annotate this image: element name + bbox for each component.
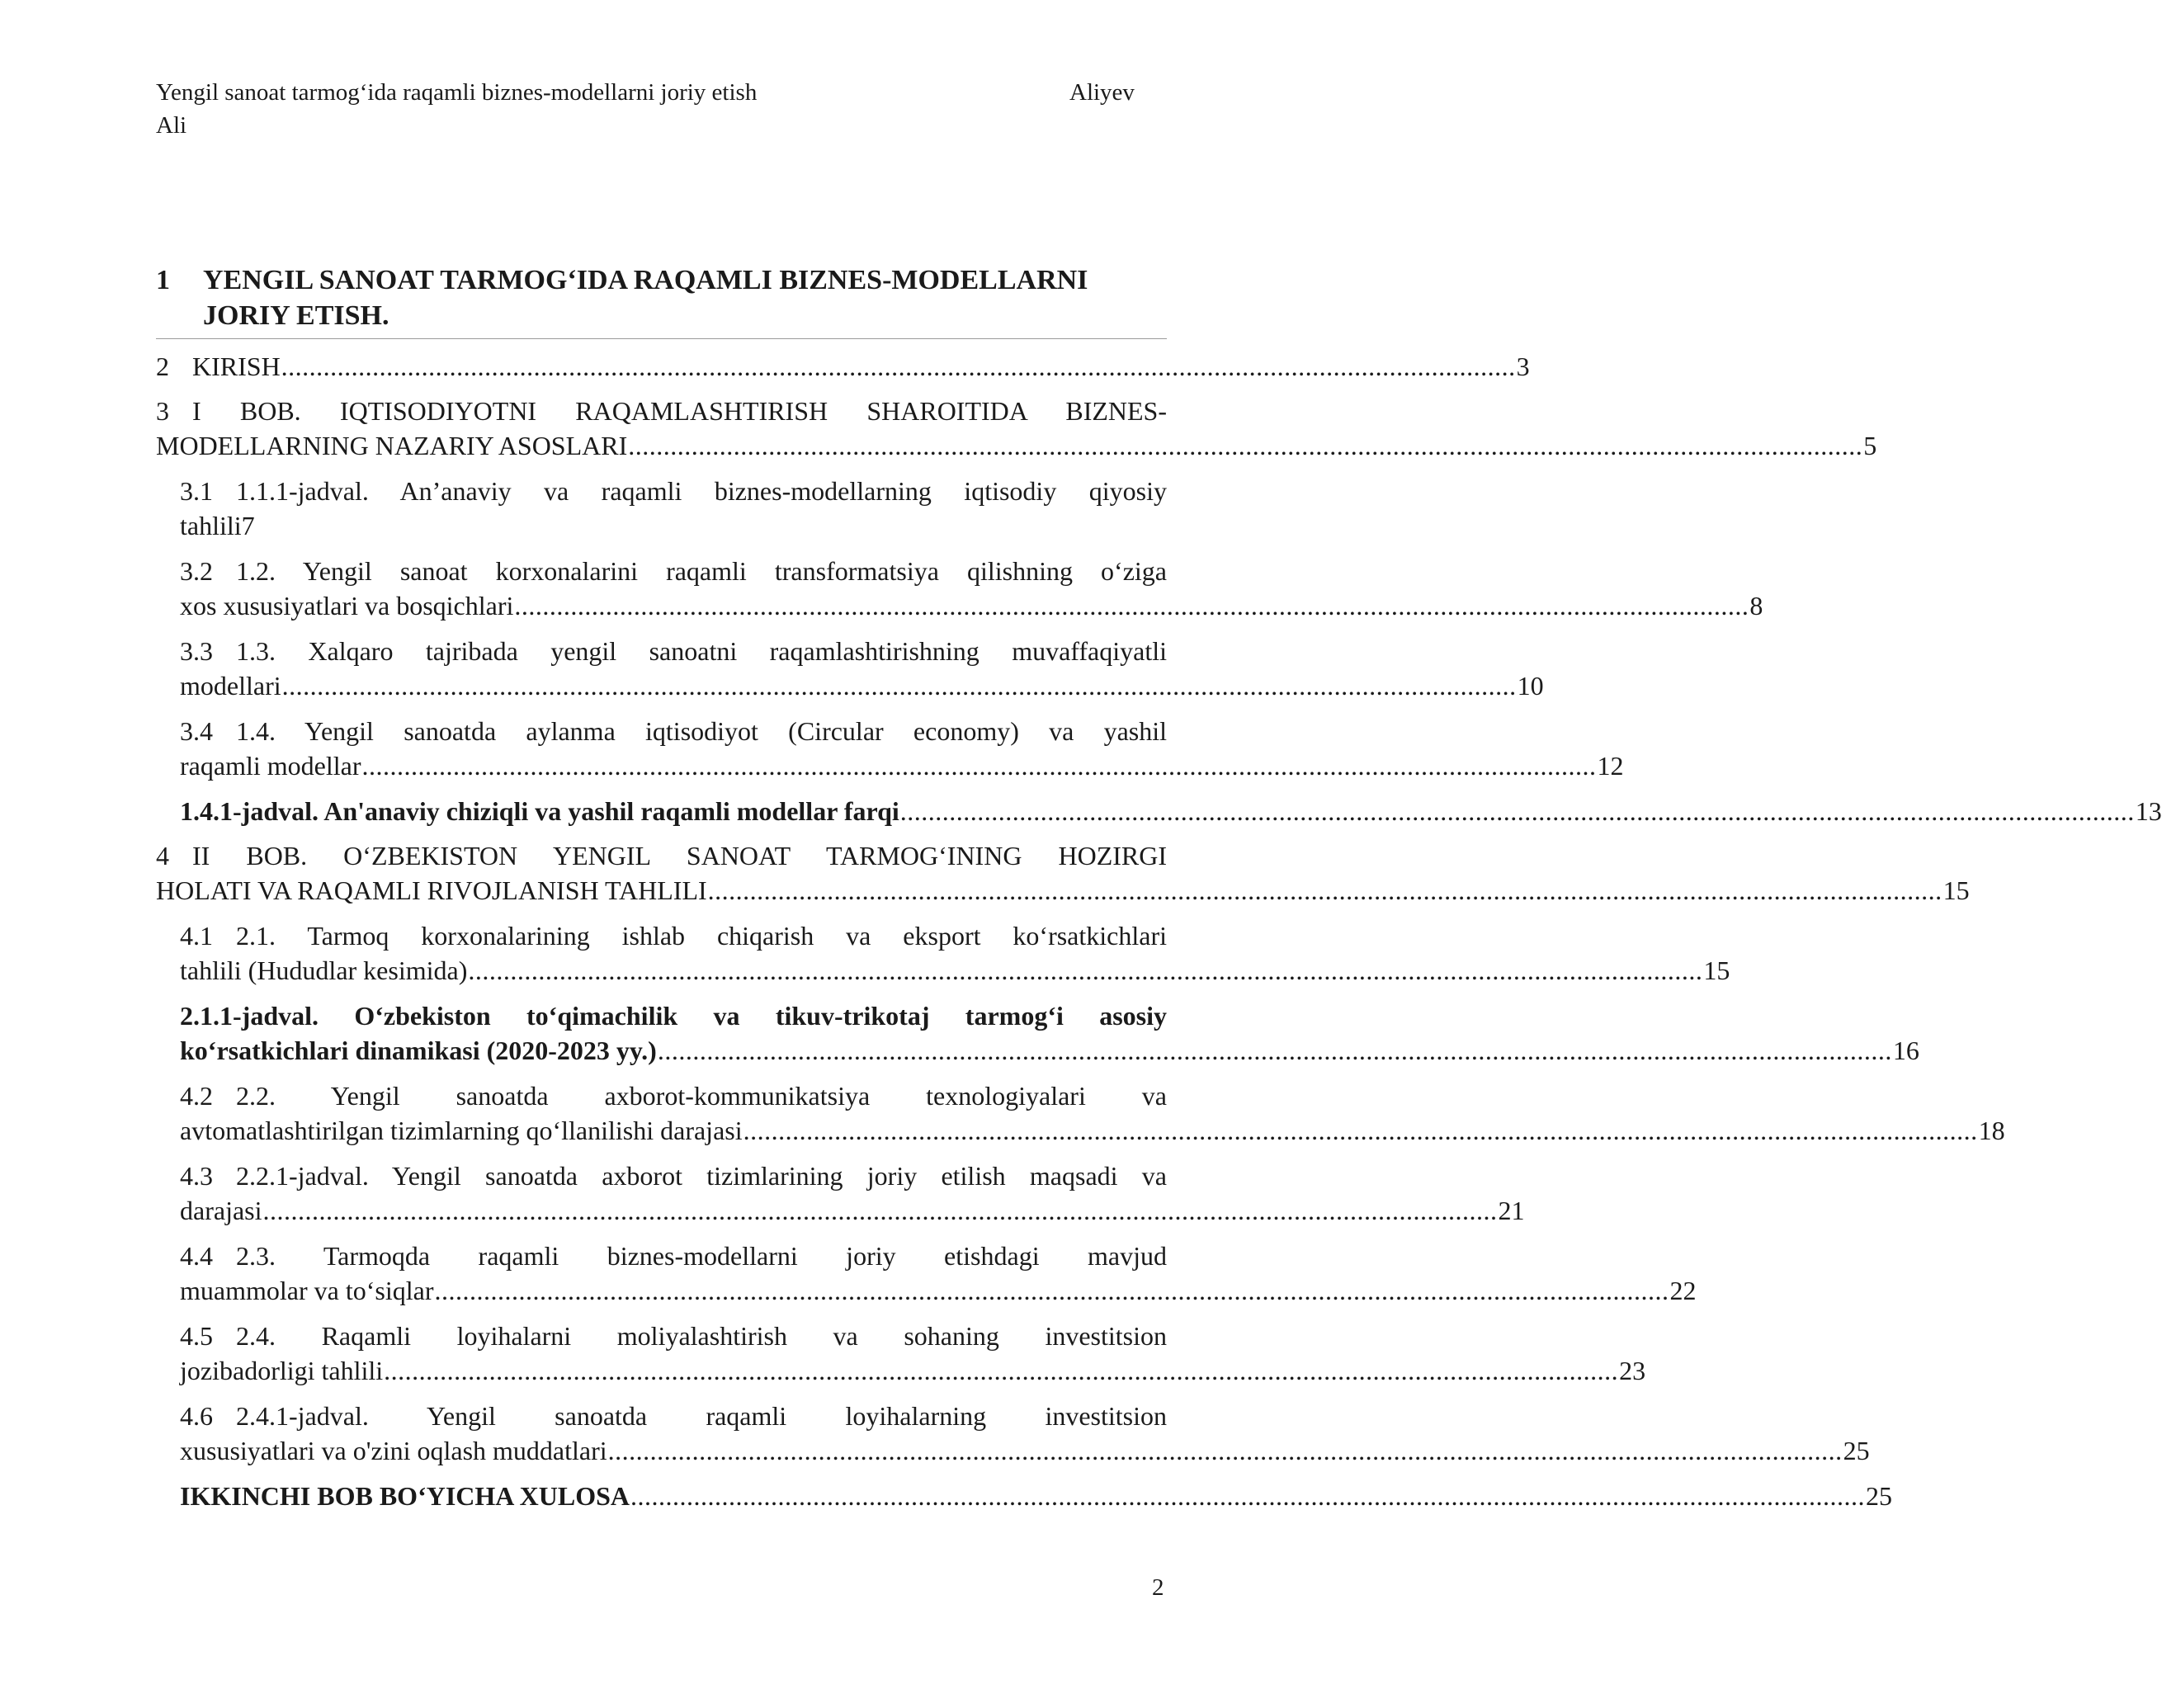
toc-entry-page: 18 (1978, 1116, 2005, 1145)
toc-entry-page: 3 (1516, 352, 1530, 381)
toc-entry-4-3[interactable]: 4.3 2.2.1-jadval. Yengil sanoatda axborot tizimlarining joriy etilish maqsadi va darajasi ................................................................................................................................................................................ 21 (180, 1158, 1167, 1228)
toc-entry-4-1[interactable]: 4.1 2.1. Tarmoq korxonalarining ishlab chiqarish va eksport ko‘rsatkichlari tahlili (Hududlar kesimida) ................................................................................................................................................................................ 15 (180, 918, 1167, 988)
toc-entry-page: 8 (1749, 591, 1763, 620)
toc-entry-page: 21 (1498, 1196, 1525, 1225)
toc-entry-3-2[interactable]: 3.2 1.2. Yengil sanoat korxonalarini raqamli transformatsiya qilishning o‘ziga xos xususiyatlari va bosqichlari ................................................................................................................................................................................ 8 (180, 554, 1167, 623)
running-header-author: Aliyev (1069, 79, 1135, 106)
toc-entry-number: 4.3 (180, 1161, 213, 1191)
toc-entry-chapter-1[interactable]: 3 I BOB. IQTISODIYOTNI RAQAMLASHTIRISH SHAROITIDA BIZNES- MODELLARNING NAZARIY ASOSLARI ................................................................................................................................................................................ 5 (156, 394, 1167, 463)
toc-entry-text: II BOB. O‘ZBEKISTON YENGIL SANOAT TARMOG‘INING HOZIRGI (192, 841, 1167, 871)
toc-entry-text: 1.4.1-jadval. An'anaviy chiziqli va yashil raqamli modellar farqi (180, 796, 899, 826)
toc-entry-text-continued: tahlili7 (180, 511, 255, 540)
toc-entry-text-continued: xos xususiyatlari va bosqichlari (180, 591, 514, 620)
toc-entry-text: 2.4.1-jadval. Yengil sanoatda raqamli loyihalarning investitsion (236, 1401, 1167, 1431)
toc-entry-number: 3.1 (180, 476, 213, 506)
toc-entry-page: 22 (1669, 1276, 1697, 1305)
toc-heading-number: 1 (156, 265, 170, 295)
toc-entry-kirish[interactable]: 2 KIRISH ................................................................................................................................................................................ 3 (156, 349, 1167, 384)
toc-entry-text-continued: raqamli modellar (180, 751, 361, 781)
toc-entry-text: IKKINCHI BOB BO‘YICHA XULOSA (180, 1481, 630, 1511)
toc-entry-text-continued: xususiyatlari va o'zini oqlash muddatlari (180, 1436, 607, 1465)
toc-entry-page: 10 (1517, 671, 1544, 701)
toc-entry-number: 2 (156, 352, 169, 381)
toc-entry-number: 4.5 (180, 1321, 213, 1351)
toc-entry-3-1[interactable] (180, 474, 1167, 543)
toc-entry-page: 15 (1942, 875, 1970, 905)
toc-entry-text: 2.2.1-jadval. Yengil sanoatda axborot tizimlarining joriy etilish maqsadi va (236, 1161, 1167, 1191)
toc-entry-4-6[interactable]: 4.6 2.4.1-jadval. Yengil sanoatda raqamli loyihalarning investitsion xususiyatlari va o'zini oqlash muddatlari ................................................................................................................................................................................ 25 (180, 1399, 1167, 1468)
toc-entry-text: 2.1.1-jadval. O‘zbekiston to‘qimachilik va tikuv-trikotaj tarmog‘i asosiy (180, 1001, 1167, 1031)
toc-entry-number: 4.2 (180, 1081, 213, 1111)
toc-entry-text-continued: ko‘rsatkichlari dinamikasi (2020-2023 yy.) (180, 1036, 657, 1065)
toc-entry-number: 4.4 (180, 1241, 213, 1271)
toc-entry-4-5[interactable]: 4.5 2.4. Raqamli loyihalarni moliyalashtirish va sohaning investitsion jozibadorligi tahlili ................................................................................................................................................................................ 23 (180, 1319, 1167, 1388)
toc-heading-line-1: YENGIL SANOAT TARMOG‘IDA RAQAMLI BIZNES-MODELLARNI (203, 265, 1088, 295)
toc-entry-page: 16 (1892, 1036, 1919, 1065)
toc-entry-text-continued: modellari (180, 671, 281, 701)
toc-entry-page: 25 (1843, 1436, 1870, 1465)
toc-entry-number: 4 (156, 841, 169, 871)
toc-entry-number: 3.4 (180, 716, 213, 746)
toc-entry-text-continued: muammolar va to‘siqlar (180, 1276, 434, 1305)
toc-entry-chapter-2-conclusion[interactable]: IKKINCHI BOB BO‘YICHA XULOSA ................................................................................................................................................................................ 25 (180, 1479, 1167, 1513)
toc-entry-number: 4.6 (180, 1401, 213, 1431)
toc-heading (156, 262, 1167, 339)
toc-entry-text: 2.2. Yengil sanoatda axborot-kommunikatsiya texnologiyalari va (236, 1081, 1167, 1111)
toc-entry-chapter-2[interactable]: 4 II BOB. O‘ZBEKISTON YENGIL SANOAT TARMOG‘INING HOZIRGI HOLATI VA RAQAMLI RIVOJLANISH TAHLILI ................................................................................................................................................................................ 15 (156, 838, 1167, 908)
toc-entry-page: 13 (2135, 796, 2162, 826)
toc-entry-4-2[interactable]: 4.2 2.2. Yengil sanoatda axborot-kommunikatsiya texnologiyalari va avtomatlashtirilgan tizimlarning qo‘llanilishi darajasi ................................................................................................................................................................................ 18 (180, 1078, 1167, 1148)
toc-entry-number: 3 (156, 396, 169, 426)
toc-entry-page: 15 (1703, 955, 1730, 985)
toc-entry-text: 2.4. Raqamli loyihalarni moliyalashtirish va sohaning investitsion (236, 1321, 1167, 1351)
toc-entry-page: 25 (1865, 1481, 1892, 1511)
page-number: 2 (1152, 1574, 1164, 1601)
toc-entry-text: KIRISH (192, 352, 281, 381)
toc-entry-text-continued: MODELLARNING NAZARIY ASOSLARI (156, 431, 628, 460)
toc-entry-text: 2.3. Tarmoqda raqamli biznes-modellarni joriy etishdagi mavjud (236, 1241, 1167, 1271)
toc-entry-3-4[interactable]: 3.4 1.4. Yengil sanoatda aylanma iqtisodiyot (Circular economy) va yashil raqamli modellar ................................................................................................................................................................................ 12 (180, 714, 1167, 783)
toc-entry-text: 1.1.1-jadval. An’anaviy va raqamli biznes-modellarning iqtisodiy qiyosiy (236, 476, 1167, 506)
toc-entry-text-continued: jozibadorligi tahlili (180, 1356, 384, 1385)
table-of-contents (156, 262, 2162, 1513)
toc-entry-text: 1.3. Xalqaro tajribada yengil sanoatni raqamlashtirishning muvaffaqiyatli (236, 636, 1167, 666)
running-header-author-continued: Ali (156, 112, 187, 139)
toc-entry-text: 2.1. Tarmoq korxonalarining ishlab chiqarish va eksport ko‘rsatkichlari (236, 921, 1167, 951)
toc-entry-page: 23 (1619, 1356, 1646, 1385)
toc-entry-page: 12 (1597, 751, 1624, 781)
toc-entry-number: 3.3 (180, 636, 213, 666)
toc-entry-text: 1.2. Yengil sanoat korxonalarini raqamli transformatsiya qilishning o‘ziga (236, 556, 1167, 586)
toc-entry-text-continued: HOLATI VA RAQAMLI RIVOJLANISH TAHLILI (156, 875, 707, 905)
toc-entry-number: 4.1 (180, 921, 213, 951)
toc-entry-text: 1.4. Yengil sanoatda aylanma iqtisodiyot (Circular economy) va yashil (236, 716, 1167, 746)
toc-entry-table-1-4-1[interactable]: 1.4.1-jadval. An'anaviy chiziqli va yashil raqamli modellar farqi ................................................................................................................................................................................ 13 (180, 794, 1167, 828)
toc-entry-3-3[interactable]: 3.3 1.3. Xalqaro tajribada yengil sanoatni raqamlashtirishning muvaffaqiyatli modellari ................................................................................................................................................................................ 10 (180, 634, 1167, 703)
running-header-title: Yengil sanoat tarmog‘ida raqamli biznes-modellarni joriy etish (156, 79, 758, 106)
toc-entry-text-continued: darajasi (180, 1196, 262, 1225)
toc-heading-line-2: JORIY ETISH. (203, 300, 389, 331)
toc-entry-page: 5 (1863, 431, 1877, 460)
toc-entry-number: 3.2 (180, 556, 213, 586)
toc-entry-text: I BOB. IQTISODIYOTNI RAQAMLASHTIRISH SHAROITIDA BIZNES- (192, 396, 1167, 426)
toc-entry-text-continued: tahlili (Hududlar kesimida) (180, 955, 468, 985)
toc-entry-text-continued: avtomatlashtirilgan tizimlarning qo‘llanilishi darajasi (180, 1116, 743, 1145)
toc-entry-table-2-1-1[interactable]: 2.1.1-jadval. O‘zbekiston to‘qimachilik va tikuv-trikotaj tarmog‘i asosiy ko‘rsatkichlari dinamikasi (2020-2023 yy.) ................................................................................................................................................................................ 16 (180, 998, 1167, 1068)
toc-entry-4-4[interactable]: 4.4 2.3. Tarmoqda raqamli biznes-modellarni joriy etishdagi mavjud muammolar va to‘siqlar ................................................................................................................................................................................ 22 (180, 1239, 1167, 1308)
